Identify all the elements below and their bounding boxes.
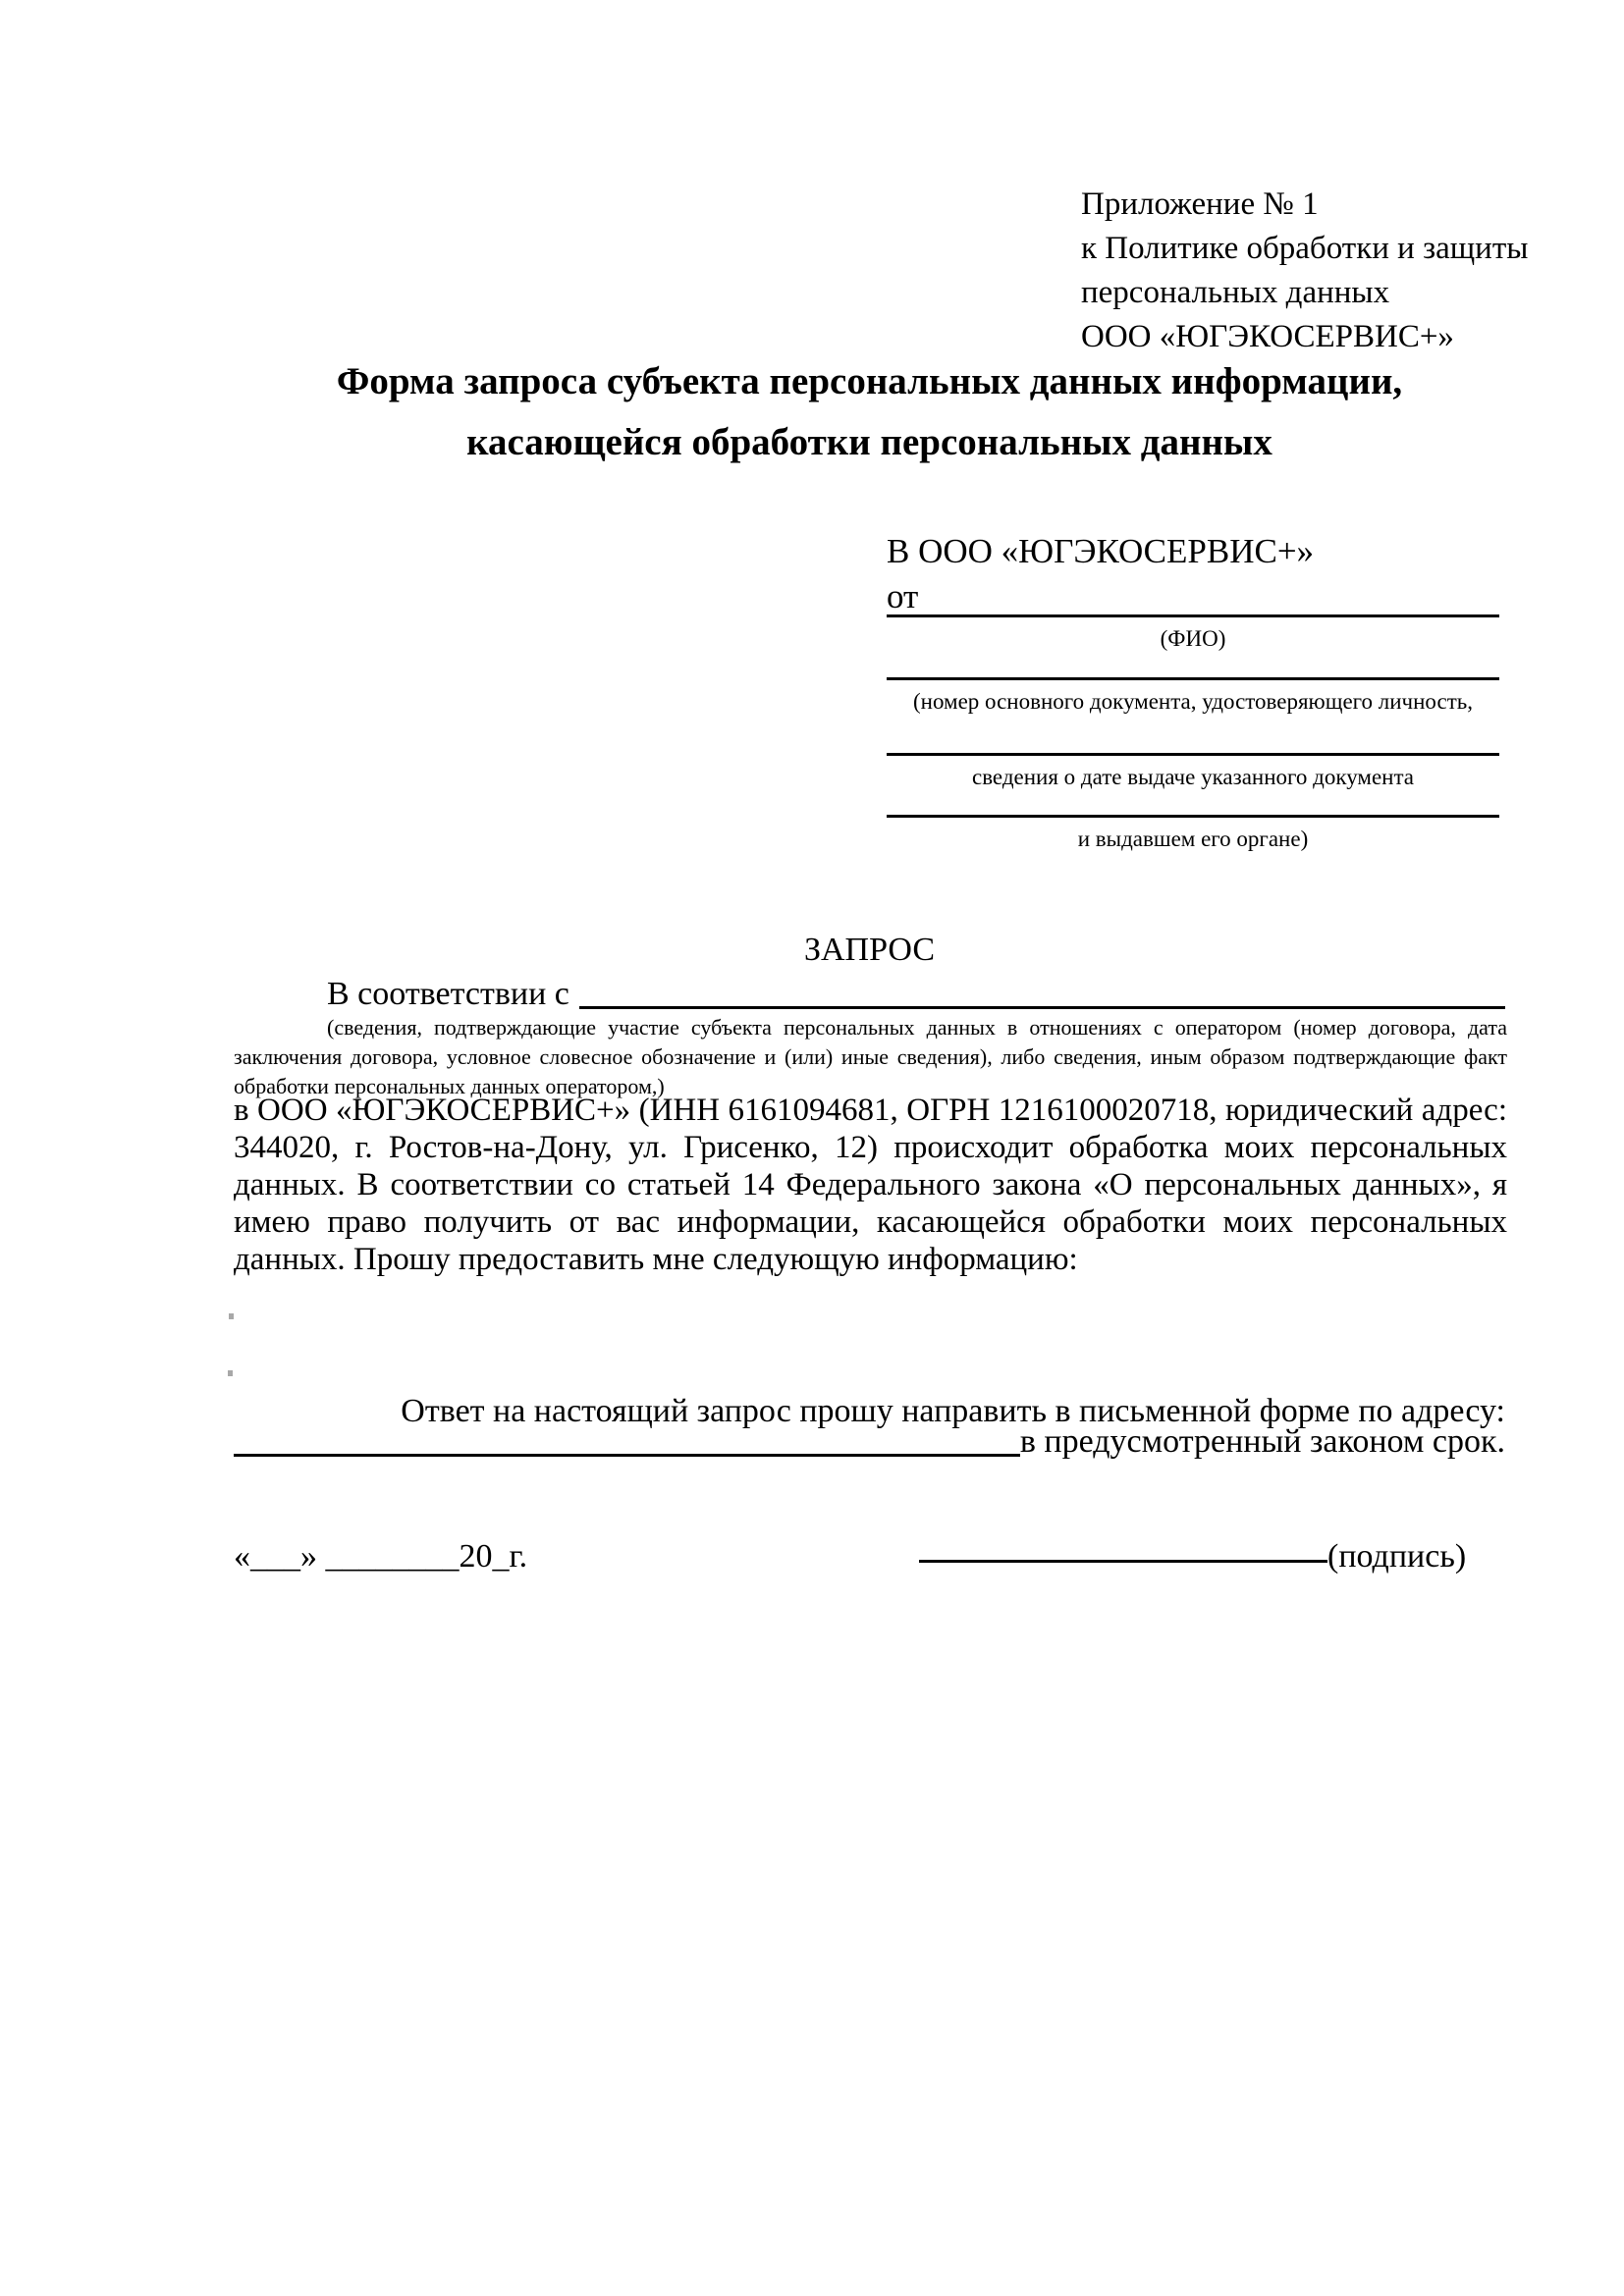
appendix-note-line: ООО «ЮГЭКОСЕРВИС+»	[1081, 319, 1454, 354]
issue-date-blank-field[interactable]	[887, 753, 1499, 756]
reply-deadline: в предусмотренный законом срок.	[1019, 1423, 1505, 1460]
appendix-note-line: персональных данных	[1081, 275, 1390, 310]
appendix-note	[1081, 183, 1528, 359]
basis-row	[327, 974, 1505, 1015]
page-title-line1: Форма запроса субъекта персональных данных информации,	[336, 360, 1403, 402]
issuer-blank-field[interactable]	[887, 815, 1499, 818]
page-title-line2: касающейся обработки персональных данных	[466, 421, 1272, 463]
signature-blank-field[interactable]	[919, 1560, 1327, 1563]
address-blank-field[interactable]	[234, 1454, 1020, 1457]
id-document-caption: (номер основного документа, удостоверяющего личность,	[912, 689, 1473, 714]
issue-date-caption: сведения о дате выдаче указанного документа	[971, 765, 1415, 789]
appendix-note-line: к Политике обработки и защиты	[1081, 231, 1529, 266]
appendix-note-line: Приложение № 1	[1081, 187, 1319, 222]
reply-address-sentence: Ответ на настоящий запрос прошу направить в письменной форме по адресу:	[401, 1393, 1505, 1429]
id-document-blank-field[interactable]	[887, 677, 1499, 680]
page-title	[234, 351, 1505, 473]
reply-address-row	[234, 1421, 1505, 1463]
fio-caption: (ФИО)	[1160, 626, 1226, 651]
basis-prefix: В соответствии с	[327, 976, 569, 1012]
issuer-caption: и выдавшем его органе)	[1077, 827, 1309, 851]
basis-blank-field[interactable]	[579, 1006, 1505, 1009]
empty-bullet-mark	[228, 1370, 233, 1376]
signature-caption: (подпись)	[1327, 1538, 1467, 1575]
from-label: от	[887, 577, 919, 615]
request-heading: ЗАПРОС	[803, 932, 936, 968]
date-blank-field[interactable]: «___» ________20_г.	[234, 1538, 528, 1575]
basis-footnote: (сведения, подтверждающие участие субъекта персональных данных в отношениях с оператором (номер договора, дата заключения договора, условное словесное обозначение и (или) иные сведения), либо сведения, иным образом подтверждающие факт обработки персональных данных оператором,)	[234, 1015, 1507, 1098]
request-body: в ООО «ЮГЭКОСЕРВИС+» (ИНН 6161094681, ОГРН 1216100020718, юридический адрес: 344020, г. Ростов-на-Дону, ул. Грисенко, 12) происходит обработка моих персональных данных. В соответствии со статьей 14 Федерального закона «О персональных данных», я имею право получить от вас информации, касающейся обработки моих персональных данных. Прошу предоставить мне следующую информацию:	[234, 1093, 1507, 1277]
recipient-org: В ООО «ЮГЭКОСЕРВИС+»	[887, 532, 1315, 570]
empty-bullet-mark	[229, 1313, 234, 1319]
fio-blank-field[interactable]	[887, 614, 1499, 617]
